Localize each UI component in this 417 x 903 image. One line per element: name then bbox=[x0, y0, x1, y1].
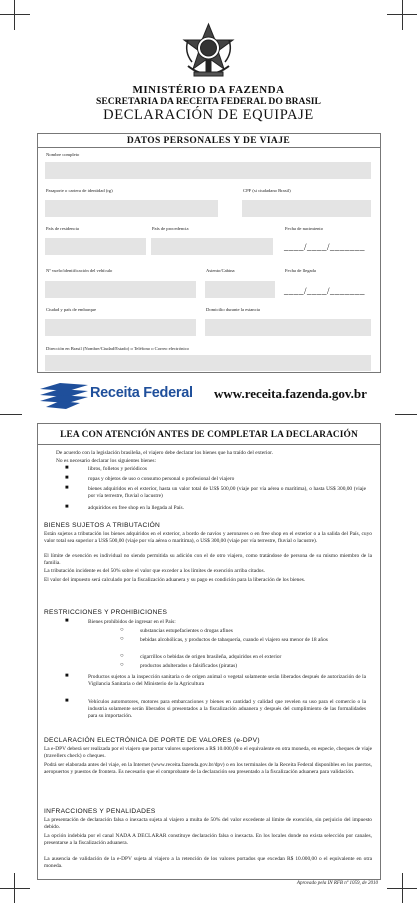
country-of-origin-field[interactable] bbox=[151, 238, 273, 255]
penalties-text: La ausencia de validación de la e-DPV sujeta al viajero a la retención de los valores portados que excedan R$ 10.000,00 o el equivalente en otra moneda. bbox=[44, 856, 372, 870]
crop-mark bbox=[0, 14, 30, 15]
arrival-date-field[interactable]: ____/____/_______ bbox=[284, 286, 366, 296]
exempt-item: libros, folletos y periódicos bbox=[88, 466, 147, 472]
approval-note: Aprovado pela IN RFB nº 1059, de 2010 bbox=[296, 881, 378, 886]
prohibited-item: bebidas alcohólicas, y productos de tabaquería, cuando el viajero sea menor de 18 años bbox=[140, 637, 328, 643]
cpf-label: CPF (si ciudadano Brasil) bbox=[243, 188, 291, 193]
stay-address-field[interactable] bbox=[205, 319, 371, 336]
crop-mark bbox=[0, 888, 30, 889]
exempt-item: adquiridos en free shop en la llegada al País. bbox=[88, 505, 184, 511]
country-of-origin-label: País de procedencia bbox=[152, 226, 189, 231]
exempt-item: ropas y objetos de uso o consumo personal o profesional del viajero bbox=[88, 476, 235, 482]
circle-bullet: ○ bbox=[120, 627, 124, 633]
crop-mark bbox=[387, 888, 417, 889]
section-title-penalties: INFRACCIONES Y PENALIDADES bbox=[44, 808, 156, 815]
exempt-item: bienes adquiridos en el exterior, hasta un valor total de US$ 500,00 (viaje por vía aérea o marítima), o hasta US$ 300,00 (viaje por vía terrestre, fluvial o lacustre) bbox=[88, 486, 366, 500]
bullet: ■ bbox=[65, 673, 69, 679]
instructions-title: LEA CON ATENCIÓN ANTES DE COMPLETAR LA DECLARACIÓN bbox=[60, 430, 358, 440]
circle-bullet: ○ bbox=[120, 662, 124, 668]
receita-federal-logo-icon bbox=[38, 381, 90, 411]
flight-number-field[interactable] bbox=[45, 281, 196, 298]
crop-mark bbox=[395, 414, 417, 415]
bullet: ■ bbox=[65, 698, 69, 704]
bullet: ■ bbox=[65, 485, 69, 491]
circle-bullet: ○ bbox=[120, 653, 124, 659]
section-title-taxable: BIENES SUJETOS A TRIBUTACIÓN bbox=[44, 522, 161, 529]
prohibited-item: cigarrillos o bebidas de origen brasileña, adquiridos en el exterior bbox=[140, 654, 282, 660]
section-title-edpv: DECLARACIÓN ELECTRÓNICA DE PORTE DE VALORES (e-DPV) bbox=[44, 737, 260, 744]
passport-field[interactable] bbox=[45, 200, 218, 217]
birth-date-field[interactable]: ____/____/_______ bbox=[284, 242, 366, 252]
full-name-label: Nombre completo bbox=[46, 152, 80, 157]
birth-date-label: Fecha de nacimiento bbox=[285, 226, 324, 231]
passport-label: Pasaporte o cartera de identidad (rg) bbox=[46, 188, 113, 193]
restriction-item: Productos sujetos a la inspección sanitaria o de origen animal o vegetal solamente serán liberados después de autorización de la Vigilancia Sanitaria o del Ministerio de la Agricultura bbox=[88, 674, 366, 688]
divider bbox=[37, 147, 381, 148]
penalties-text: La opción indebida por el canal NADA A DECLARAR constituye declaración falsa o inexacta. En los locales donde no exista selección por canales, presentarse a la fiscalización aduanera. bbox=[44, 833, 372, 847]
seat-label: Asiento/Cabina bbox=[206, 268, 235, 273]
edpv-text: Podrá ser elaborada antes del viaje, en la Internet (www.receita.fazenda.gov.br/dpv) o en los terminales de la Receita Federal disponibles en los puertos, aeropuertos y puestos de frontera. Es necesario que el comprobante de la declaración sea presentado a la fiscalización aduanera para validación. bbox=[44, 762, 372, 776]
personal-data-title: DATOS PERSONALES Y DE VIAJE bbox=[126, 136, 291, 146]
crop-mark bbox=[14, 0, 15, 30]
penalties-text: La presentación de declaración falsa o inexacta sujeta al viajero a multa de 50% del valor excedente al límite de exención, sin perjuicio del impuesto debido. bbox=[44, 817, 372, 831]
divider bbox=[37, 444, 381, 445]
stay-address-label: Domicilio durante la estancia bbox=[206, 307, 260, 312]
taxable-text: Están sujetos a tributación los bienes adquiridos en el exterior, a bordo de navíos y aeronaves o en free shop en el exterior o a la salida del País, cuyo valor total sea superior a US$ 500,00 (viaje por vía aérea o marítima), o US$ 300,00 (viaje por vía terrestre, fluvial o lacustre). bbox=[44, 531, 372, 545]
restriction-item: Bienes prohibidos de ingresar en el País: bbox=[88, 619, 176, 625]
crop-mark bbox=[387, 14, 417, 15]
crop-mark bbox=[402, 0, 403, 30]
bullet: ■ bbox=[65, 475, 69, 481]
brazil-address-label: Dirección en Brasil (Nombre/Ciudad/Estado) o Teléfono o Correo electrónico bbox=[46, 346, 189, 351]
full-name-field[interactable] bbox=[45, 162, 371, 179]
country-of-residence-field[interactable] bbox=[45, 238, 146, 255]
restriction-item: Vehículos automotores, motores para embarcaciones y bienes en cantidad y calidad que revelen su uso para el comercio o la industria solamente serán liberados si presentados a la fiscalización aduanera y después del cumplimiento de las formalidades para su importación. bbox=[88, 699, 366, 720]
crop-mark bbox=[0, 414, 22, 415]
edpv-text: La e-DPV deberá ser realizada por el viajero que portar valores superiores a R$ 10.000,00 o el equivalente en otra moneda, en especie, cheques de viaje (travellers check) o cheques. bbox=[44, 746, 372, 760]
taxable-text: El límite de exención es individual no siendo permitida su adición con el de otro viajero, como tratándose de persona de su mismo miembro de la familia. bbox=[44, 553, 372, 567]
bullet: ■ bbox=[65, 618, 69, 624]
bullet: ■ bbox=[65, 465, 69, 471]
taxable-text: La tributación incidente es del 50% sobre el valor que exceder a los límites de exención arriba citados. bbox=[44, 568, 265, 574]
taxable-text: El valor del impuesto será calculado por la fiscalización aduanera y su pago es condición para la liberación de los bienes. bbox=[44, 577, 306, 583]
prohibited-item: productos adulterados o falsificados (piratas) bbox=[140, 663, 237, 669]
boarding-city-field[interactable] bbox=[45, 319, 196, 336]
section-title-restrictions: RESTRICCIONES Y PROHIBICIONES bbox=[44, 609, 168, 616]
bullet: ■ bbox=[65, 504, 69, 510]
intro-text: De acuerdo con la legislación brasileña, el viajero debe declarar los bienes que ha traído del exterior. bbox=[56, 450, 274, 456]
coat-of-arms-emblem bbox=[180, 22, 237, 80]
seat-field[interactable] bbox=[205, 281, 275, 298]
country-of-residence-label: País de residencia bbox=[46, 226, 79, 231]
cpf-field[interactable] bbox=[242, 200, 371, 217]
receita-federal-logo-text: Receita Federal bbox=[90, 385, 193, 401]
ministry-title: MINISTÉRIO DA FAZENDA bbox=[132, 84, 285, 96]
prohibited-item: substancias estupefacientes o drogas afines bbox=[140, 628, 233, 634]
secretariat-title: SECRETARIA DA RECEITA FEDERAL DO BRASIL bbox=[96, 96, 321, 107]
circle-bullet: ○ bbox=[120, 636, 124, 642]
intro-text-2: No es necesario declarar los siguientes bienes: bbox=[56, 458, 156, 464]
arrival-date-label: Fecha de llegada bbox=[285, 268, 316, 273]
flight-number-label: Nº vuelo/identificación del vehículo bbox=[46, 268, 113, 273]
form-title: DECLARACIÓN DE EQUIPAJE bbox=[103, 107, 314, 123]
brazil-address-field[interactable] bbox=[45, 355, 371, 371]
boarding-city-label: Ciudad y país de embarque bbox=[46, 307, 97, 312]
website-link[interactable]: www.receita.fazenda.gov.br bbox=[214, 386, 367, 401]
